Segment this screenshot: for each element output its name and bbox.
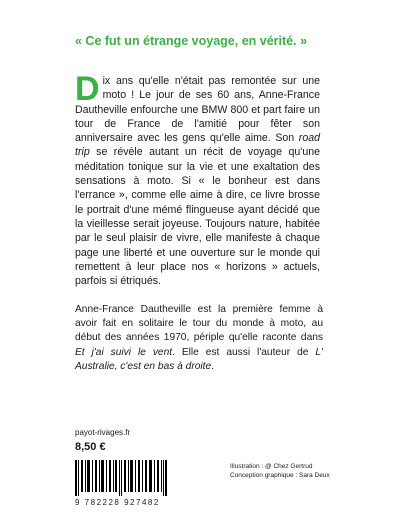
- price: 8,50 €: [75, 441, 106, 453]
- book-description: [75, 70, 320, 288]
- bio-book-title-2: L' Australie, c'est en bas à droite: [75, 346, 323, 372]
- barcode-icon: [75, 460, 175, 496]
- author-bio: [75, 303, 323, 374]
- isbn-number: 9 782228 927482: [75, 498, 160, 507]
- drop-cap: D: [75, 70, 100, 108]
- publisher-website: payot-rivages.fr: [75, 428, 131, 437]
- pull-quote: « Ce fut un étrange voyage, en vérité. »: [75, 34, 308, 48]
- illustration-credit: Illustration : @ Chez Gertrud: [230, 463, 313, 470]
- bio-text-2: . Elle est aussi l'auteur de: [172, 346, 316, 358]
- description-italic: road trip: [75, 132, 320, 159]
- description-text: ix ans qu'elle n'était pas remontée sur une moto ! Le jour de ses 60 ans, Anne-France Dautheville enfourche une BMW 800 et part faire un tour de France de l'amitié pour fêter son anniversaire avec les gens qu'elle aime. Son: [75, 75, 320, 145]
- description-text-continued: se révèle autant un récit de voyage qu'une méditation tonique sur la vie et une exaltation des sensations à moto. Si « le bonheur est dans l'errance », comme elle aime à dire, ce livre brosse le portrait d'une mémé flingueuse ayant décidé que la vieillesse serait joyeuse. Toujours nature, habitée par le seul plaisir de vivre, elle manifeste à chaque page une liberté et une ouverture sur le monde qui remettent à leur place nos « horizons » actuels, parfois si étriqués.: [75, 146, 320, 288]
- bio-text: Anne-France Dautheville est la première femme à avoir fait en solitaire le tour du monde à moto, au début des années 1970, périple qu'elle raconte dans: [75, 304, 323, 344]
- publisher-info: [75, 428, 130, 453]
- design-credit: Conception graphique : Sara Deux: [230, 472, 330, 479]
- bio-text-3: .: [211, 360, 214, 372]
- bio-book-title-1: Et j'ai suivi le vent: [75, 346, 173, 358]
- credits: [230, 462, 330, 480]
